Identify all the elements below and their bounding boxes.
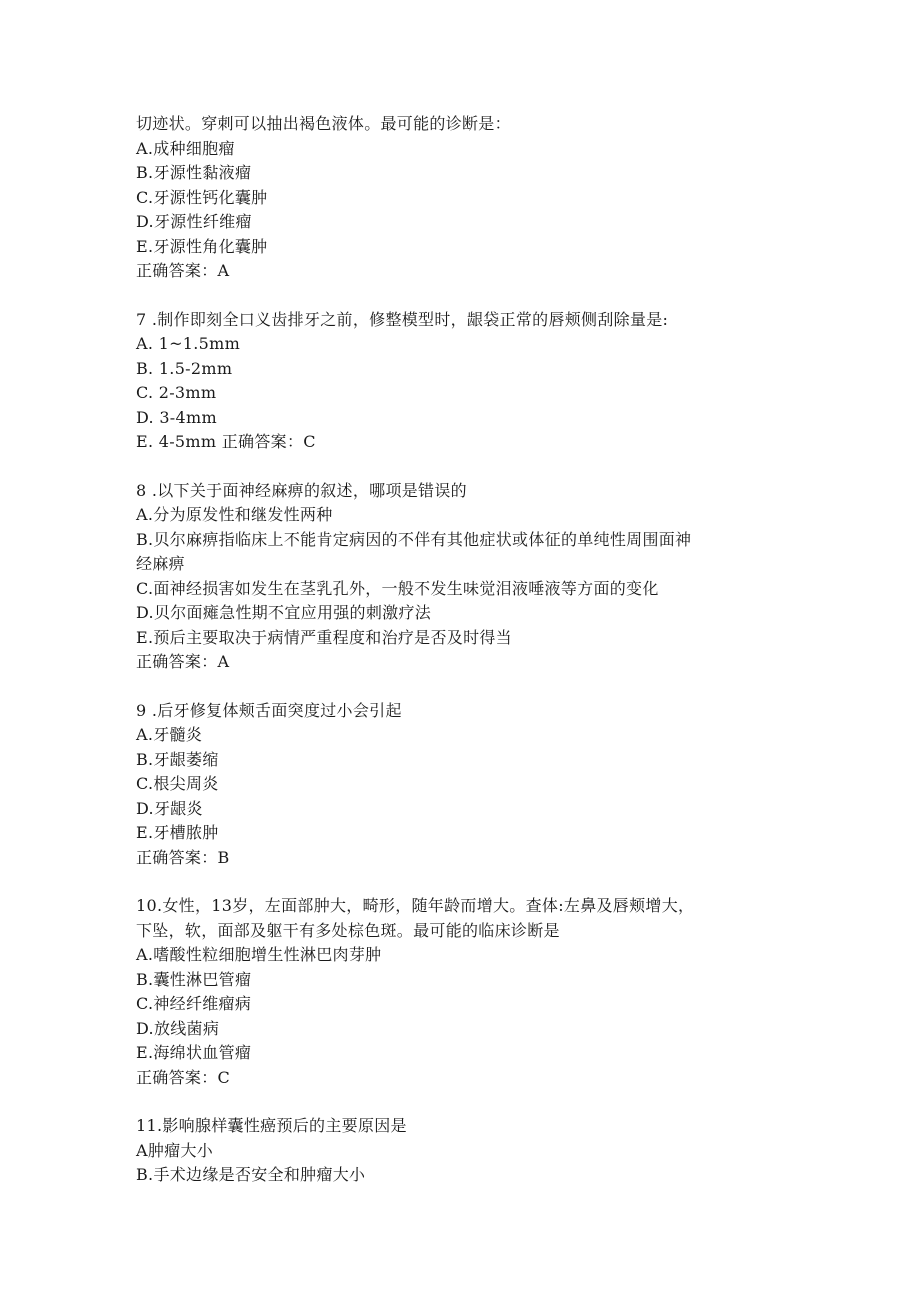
answer: 正确答案：C [136,1067,231,1087]
question-8 [136,479,786,675]
answer: 正确答案：B [136,847,230,867]
question-11 [136,1114,786,1188]
option-b: B.牙源性黏液瘤 [136,163,252,182]
answer: 正确答案：A [136,652,230,671]
option-a: A.嗜酸性粒细胞增生性淋巴肉芽肿 [136,945,382,964]
question-stem-continued: 下坠，软，面部及躯干有多处棕色斑。最可能的临床诊断是 [136,920,560,940]
option-a: A.牙髓炎 [136,725,203,744]
option-c: C. 2-3mm [136,383,217,402]
option-b: B.贝尔麻痹指临床上不能肯定病因的不伴有其他症状或体征的单纯性周围面神 [136,529,692,549]
option-a: A.成种细胞瘤 [136,138,235,158]
question-stem: 10.女性，13岁，左面部肿大，畸形，随年龄而增大。查体:左鼻及唇颊增大， [136,896,695,915]
answer: 正确答案：A [136,261,230,280]
option-b: B.囊性淋巴管瘤 [136,969,252,989]
option-e: E.海绵状血管瘤 [136,1043,252,1062]
question-6 [136,112,786,284]
question-7 [136,308,786,455]
question-stem: 7 .制作即刻全口义齿排牙之前，修整模型时，龈袋正常的唇颊侧刮除量是: [136,309,669,329]
option-b: B. 1.5-2mm [136,358,233,378]
option-d: D.牙龈炎 [136,798,203,818]
question-stem: 9 .后牙修复体颊舌面突度过小会引起 [136,700,402,720]
option-e: E.牙源性角化囊肿 [136,236,268,256]
option-c: C.面神经损害如发生在茎乳孔外，一般不发生味觉泪液唾液等方面的变化 [136,578,659,598]
option-d: D.贝尔面瘫急性期不宜应用强的刺激疗法 [136,603,432,622]
option-a: A.分为原发性和继发性两种 [136,505,333,524]
option-a: A肿瘤大小 [136,1140,214,1160]
option-e-with-answer: E. 4-5mm 正确答案：C [136,432,316,451]
option-b: B.牙龈萎缩 [136,749,219,769]
option-d: D.放线菌病 [136,1018,220,1038]
question-stem: 8 .以下关于面神经麻痹的叙述，哪项是错误的 [136,480,467,500]
option-c: C.神经纤维瘤病 [136,994,252,1013]
option-b-continued: 经麻痹 [136,554,185,573]
option-b: B.手术边缘是否安全和肿瘤大小 [136,1165,366,1184]
question-10 [136,894,786,1090]
question-stem: 11.影响腺样囊性癌预后的主要原因是 [136,1116,407,1135]
question-stem: 切迹状。穿刺可以抽出褐色液体。最可能的诊断是： [136,114,511,133]
option-a: A. 1~1.5mm [136,334,241,353]
option-c: C.根尖周炎 [136,774,219,793]
option-d: D. 3-4mm [136,407,217,427]
option-c: C.牙源性钙化囊肿 [136,187,268,207]
option-d: D.牙源性纤维瘤 [136,212,252,231]
option-e: E.预后主要取决于病情严重程度和治疗是否及时得当 [136,627,512,647]
option-e: E.牙槽脓肿 [136,823,219,842]
document-page [136,112,786,1212]
question-9 [136,699,786,871]
